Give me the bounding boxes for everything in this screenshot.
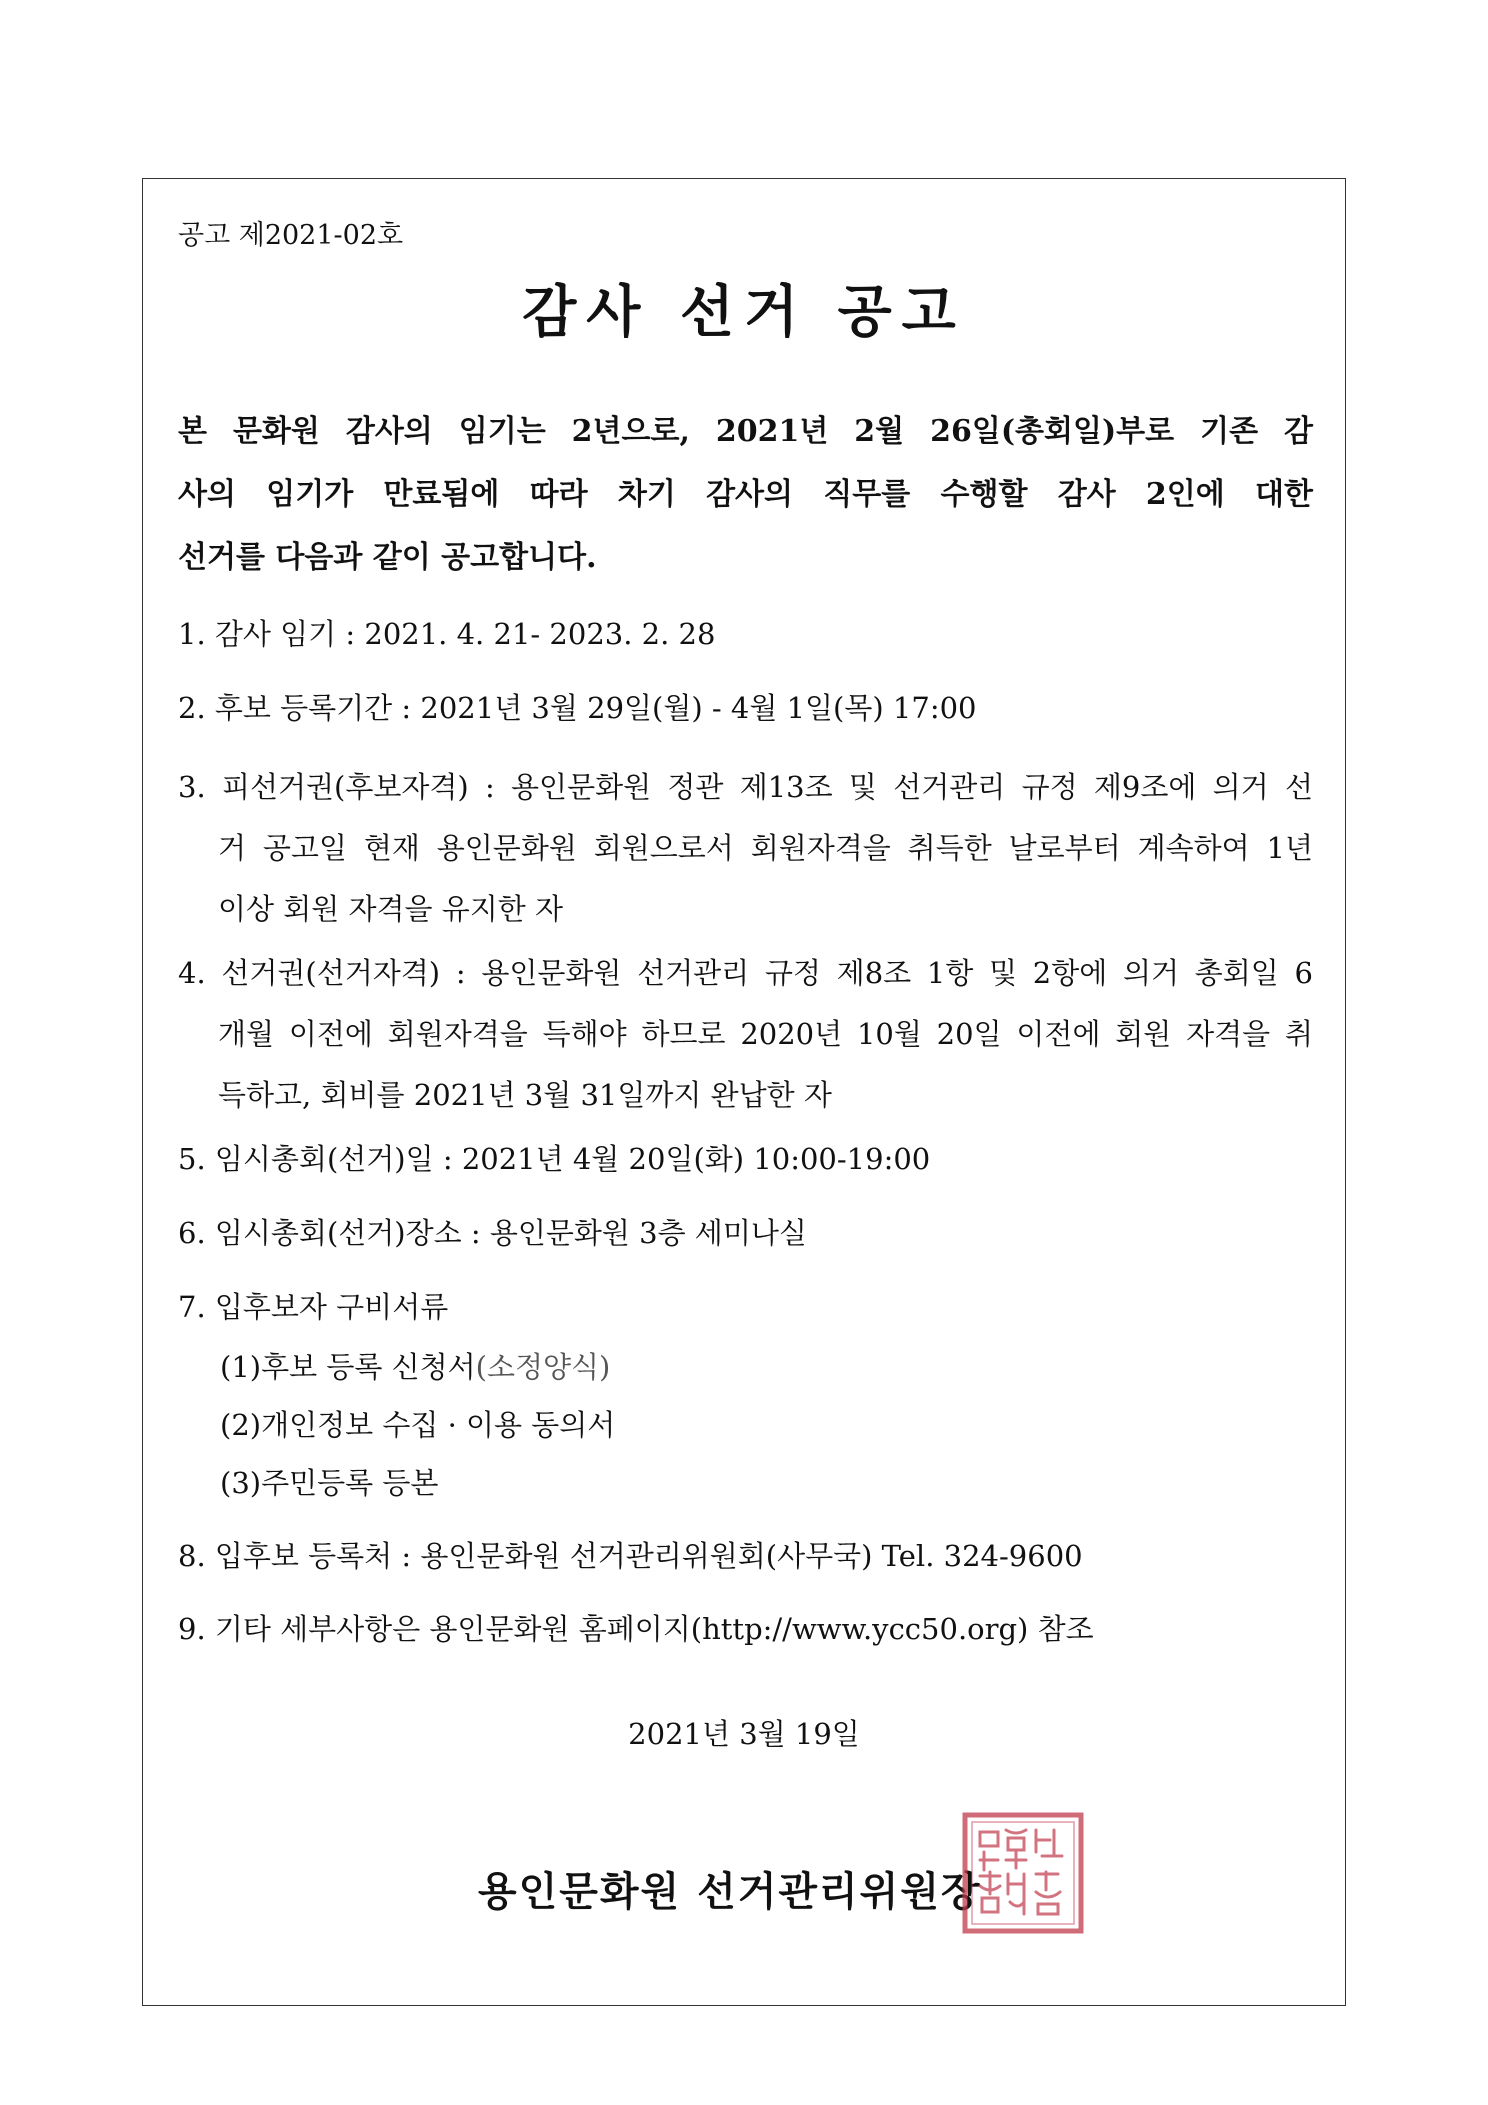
item-voting-rights	[178, 943, 1313, 1126]
item-line: 개월 이전에 회원자격을 득해야 하므로 2020년 10월 20일 이전에 회원 자격을 취	[218, 1017, 1313, 1051]
item-line: 3. 피선거권(후보자격) : 용인문화원 정관 제13조 및 선거관리 규정 제9조에 의거 선	[178, 770, 1313, 804]
document-item	[220, 1345, 610, 1386]
item-line: 1. 감사 임기 : 2021. 4. 21- 2023. 2. 28	[178, 617, 716, 651]
document-note: (소정양식)	[475, 1350, 611, 1384]
item-line: 2. 후보 등록기간 : 2021년 3월 29일(월) - 4월 1일(목) 17:00	[178, 691, 977, 725]
signer-name: 용인문화원 선거관리위원장	[478, 1868, 982, 1915]
item-line: 거 공고일 현재 용인문화원 회원으로서 회원자격을 취득한 날로부터 계속하여 1년	[218, 831, 1313, 865]
item-line: 5. 임시총회(선거)일 : 2021년 4월 20일(화) 10:00-19:00	[178, 1142, 931, 1176]
notice-date: 2021년 3월 19일	[628, 1717, 860, 1751]
intro-line: 선거를 다음과 같이 공고합니다.	[178, 540, 597, 575]
item-election-date	[178, 1129, 1313, 1190]
intro-line: 사의 임기가 만료됨에 따라 차기 감사의 직무를 수행할 감사 2인에 대한	[178, 477, 1313, 512]
item-line: 8. 입후보 등록처 : 용인문화원 선거관리위원회(사무국) Tel. 324-9600	[178, 1539, 1083, 1573]
item-other-details	[178, 1599, 1313, 1660]
item-line: 4. 선거권(선거자격) : 용인문화원 선거관리 규정 제8조 1항 및 2항에 의거 총회일 6	[178, 956, 1313, 990]
item-election-venue	[178, 1203, 1313, 1264]
page-title: 감사 선거 공고	[522, 279, 966, 345]
document-name: (1)후보 등록 신청서	[220, 1350, 476, 1384]
item-term	[178, 604, 1313, 665]
item-line: 9. 기타 세부사항은 용인문화원 홈페이지(http://www.ycc50.org) 참조	[178, 1612, 1094, 1646]
item-eligibility	[178, 757, 1313, 940]
item-line: 7. 입후보자 구비서류	[178, 1290, 449, 1324]
item-line: 6. 임시총회(선거)장소 : 용인문화원 3층 세미나실	[178, 1216, 807, 1250]
notice-number: 공고 제2021-02호	[178, 220, 404, 251]
intro-paragraph	[178, 400, 1313, 589]
item-registration-period	[178, 678, 1313, 739]
document-name: (3)주민등록 등본	[220, 1466, 439, 1500]
document-item	[220, 1461, 438, 1502]
item-line: 득하고, 회비를 2021년 3월 31일까지 완납한 자	[218, 1078, 832, 1112]
item-line: 이상 회원 자격을 유지한 자	[218, 892, 564, 926]
intro-line: 본 문화원 감사의 임기는 2년으로, 2021년 2월 26일(총회일)부로 기존 감	[178, 414, 1313, 449]
item-required-documents	[178, 1277, 1313, 1338]
official-seal-icon	[962, 1812, 1084, 1934]
item-registration-office	[178, 1526, 1313, 1587]
document-name: (2)개인정보 수집 · 이용 동의서	[220, 1408, 616, 1442]
document-item	[220, 1403, 615, 1444]
